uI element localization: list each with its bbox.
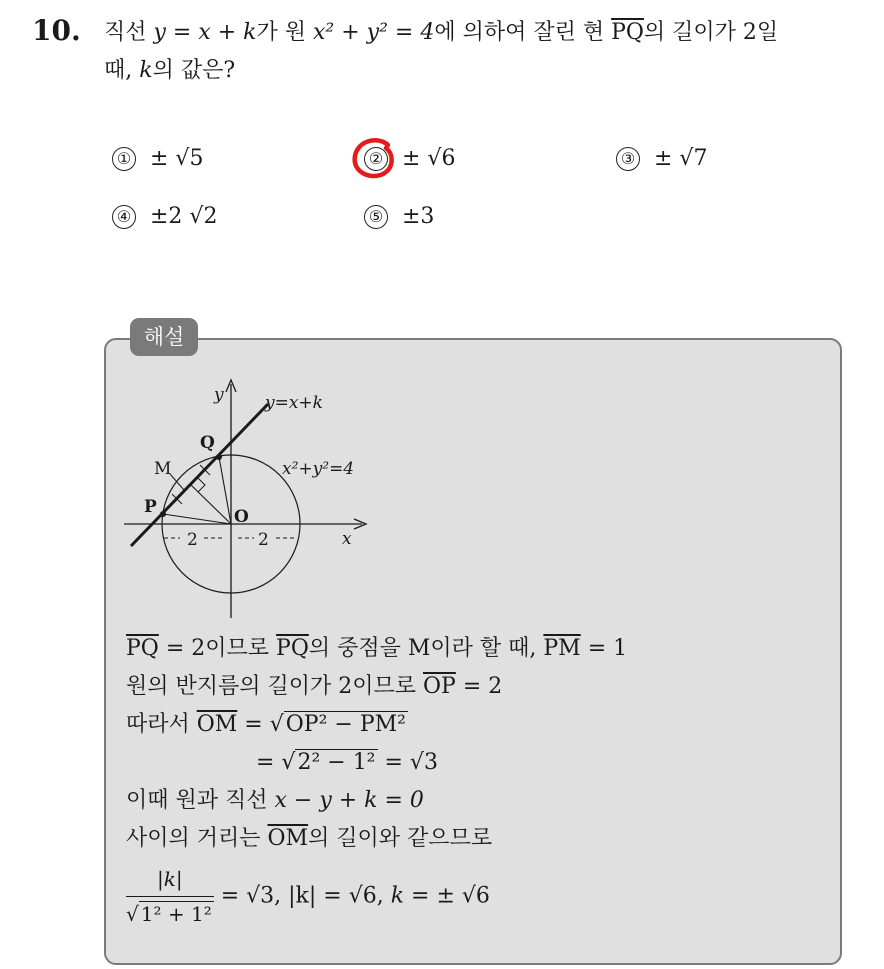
choice-1[interactable]: ① ± √5: [112, 146, 203, 171]
solution-line4: = √2² − 1² = √3: [256, 750, 438, 775]
solution-line1: $\overline{PQ} = 2$이므로 $\overline{PQ}$의 중점을 M이라 할 때, $\overline{PM} = 1$: [126, 636, 628, 661]
equation-circle: x² + y² = 4: [313, 20, 435, 45]
right-angle-mark: [198, 478, 205, 492]
point-p-label: P: [144, 497, 157, 517]
choice-mark: ②: [364, 147, 388, 171]
origin-label: O: [234, 507, 249, 527]
question-number: 10.: [32, 14, 81, 47]
choice-2[interactable]: ② ± √6: [364, 146, 455, 171]
point-m-label: M: [154, 459, 172, 479]
point-q-label: Q: [200, 433, 215, 453]
point-p-dot: [160, 511, 166, 517]
solution-line3: 따라서 $\overline{OM} = √OP^2 - PM^2$: [126, 712, 406, 737]
choice-3[interactable]: ③ ± √7: [616, 146, 707, 171]
point-q-dot: [216, 454, 222, 460]
x-axis-label: x: [342, 529, 352, 549]
question-stem-line2: 때, k의 값은?: [104, 58, 236, 83]
radius-label-right: 2: [258, 530, 269, 550]
solution-final-line: $\frac{|k|}{\text{√ 1² + 1²}}$ = √3, |k| = √6, k = ± √6: [126, 864, 490, 929]
answer-circle-mark: [350, 136, 400, 184]
solution-figure: [118, 378, 378, 626]
question-stem-line1: 직선 y = x + k가 원 x² + y² = 4에 의하여 잘린 현 $\overline{PQ}$의 길이가 2일: [104, 20, 779, 45]
solution-label: 해설: [130, 318, 198, 356]
choice-mark: ④: [112, 205, 136, 229]
choice-5[interactable]: ⑤ ±3: [364, 204, 434, 229]
solution-line5: 이때 원과 직선 x − y + k = 0: [126, 788, 424, 813]
choice-4[interactable]: ④ ±2 √2: [112, 204, 217, 229]
choice-mark: ③: [616, 147, 640, 171]
choice-mark: ①: [112, 147, 136, 171]
equation-line: y = x + k: [153, 20, 257, 45]
solution-line6: 사이의 거리는 $\overline{OM}$의 길이와 같으므로: [126, 826, 493, 851]
solution-line2: 원의 반지름의 길이가 2이므로 $\overline{OP} = 2$: [126, 674, 503, 699]
radius-label-left: 2: [187, 530, 198, 550]
segment-pq: $\overline{PQ}$: [611, 20, 644, 45]
circle-label: x²+y²=4: [282, 459, 355, 479]
y-axis-label: y: [214, 385, 224, 405]
choice-mark: ⑤: [364, 205, 388, 229]
line-label: y=x+k: [265, 393, 323, 413]
distance-fraction: $\frac{|k|}{\text{√ 1² + 1²}}$: [126, 864, 214, 929]
